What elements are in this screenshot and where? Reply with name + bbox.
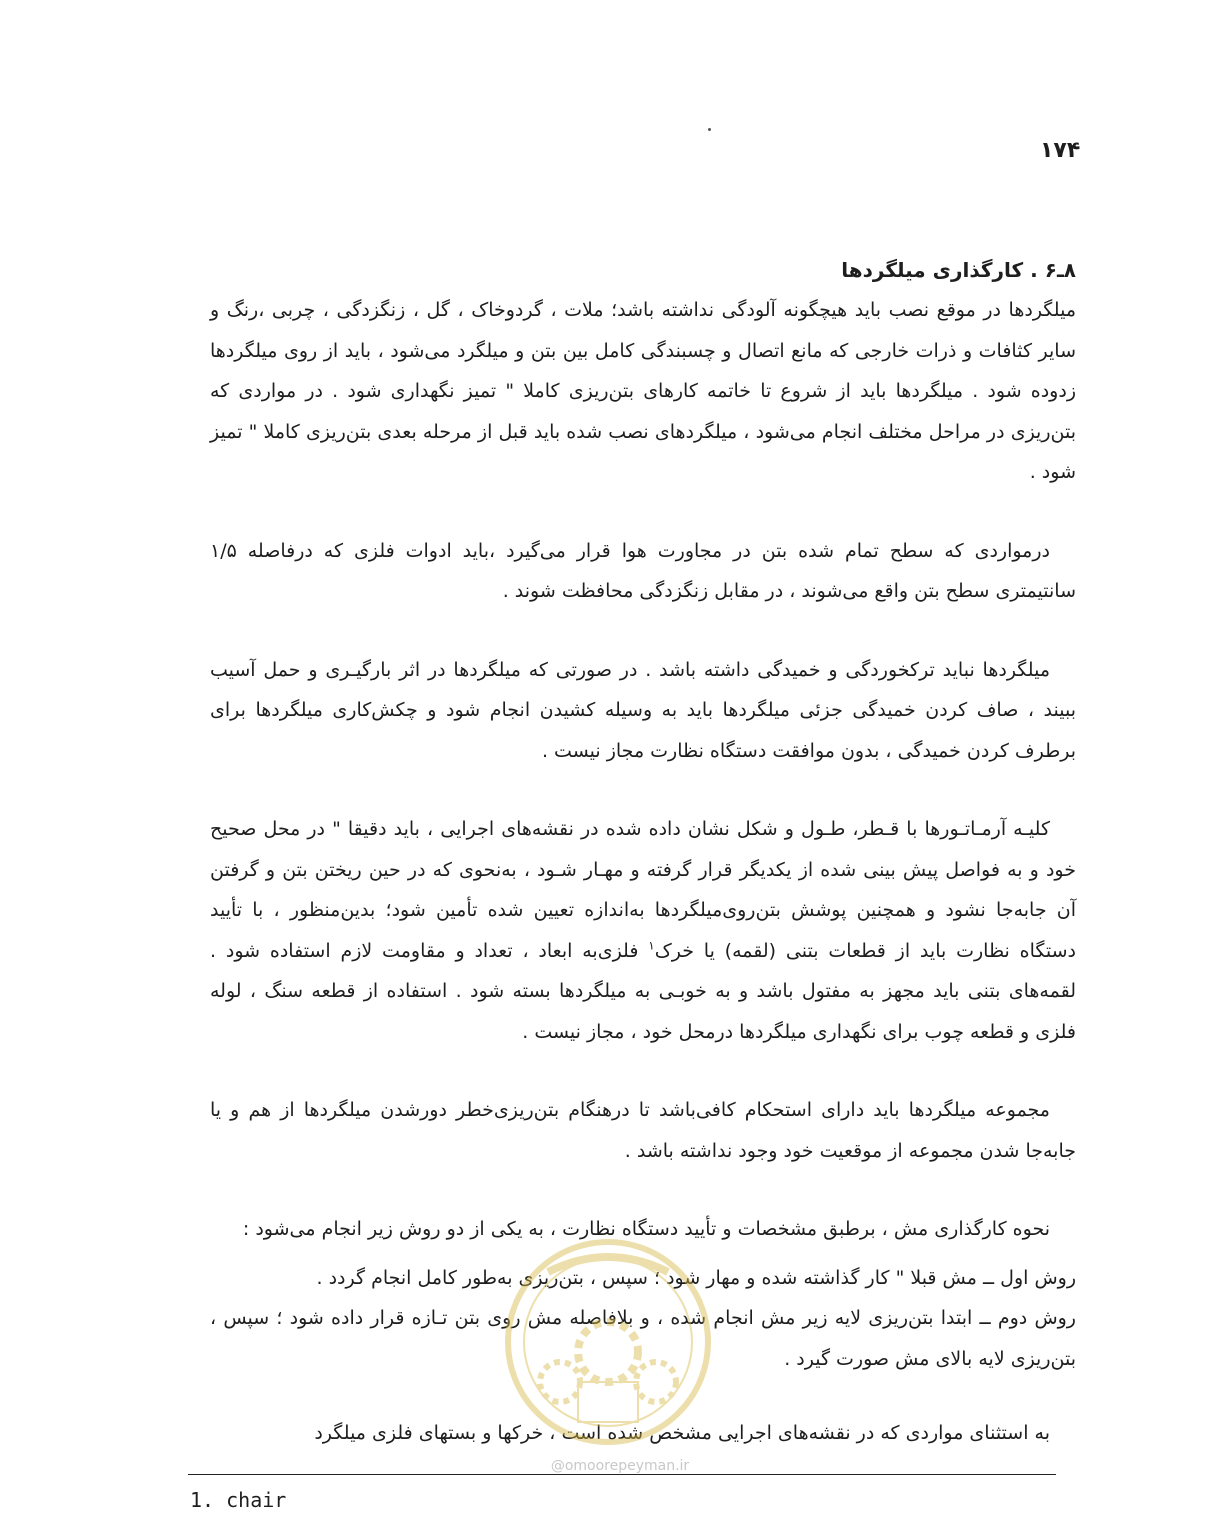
paragraph-cleanliness: میلگردها در موقع نصب باید هیچگونه آلودگی نداشته باشد؛ ملات ، گردوخاک ، گل ، زنگزدگی ، چربی ،رنگ و سایر کثافات و ذرات خارجی که مانع اتصال و چسبندگی کامل بین بتن و میلگرد می‌شود ، باید از روی میلگردها زدوده شود . میلگردها باید از شروع تا خاتمه کارهای بتن‌ریزی کاملا " تمیز نگهداری شود . در مواردی که بتن‌ریزی در مراحل مختلف انجام می‌شود ، میلگردهای نصب شده باید قبل از مرحله بعدی بتن‌ریزی کاملا " تمیز شود . [210, 299, 1076, 483]
footnote: 1. chair [190, 1488, 287, 1512]
page-number: ۱۷۴ [1040, 138, 1081, 163]
footnote-divider [188, 1474, 1056, 1475]
method-one: روش اول ــ مش قبلا " کار گذاشته شده و مهار شود ؛ سپس ، بتن‌ریزی به‌طور کامل انجام گردد . [316, 1266, 1076, 1289]
paragraph-mesh-intro: نحوه کارگذاری مش ، برطبق مشخصات و تأیید دستگاه نظارت ، به یکی از دو روش زیر انجام می‌شود : [242, 1218, 1050, 1240]
watermark-caption: @omoorepeyman.ir [520, 1458, 720, 1474]
paragraph-last-line: به استثنای مواردی که در نقشه‌های اجرایی مشخص شده است ، خرکها و بستهای فلزی میلگرد [314, 1422, 1050, 1444]
mesh-methods [210, 1258, 1076, 1380]
section-heading: ۸ـ۶ . کارگذاری میلگردها [841, 258, 1076, 282]
paragraph-armature-placement [210, 809, 1076, 1052]
paragraph-bending: میلگردها نباید ترکخوردگی و خمیدگی داشته باشد . در صورتی که میلگردها در اثر بارگیـری و حمل آسیب ببیند ، صاف کردن خمیدگی جزئی میلگردها باید به وسیله کشیدن انجام شود و چکش‌کاری میلگردها برای برطرف کردن خمیدگی ، بدون موافقت دستگاه نظارت مجاز نیست . [210, 658, 1076, 762]
method-two: روش دوم ــ ابتدا بتن‌ریزی لایه زیر مش انجام شده ، و بلافاصله مش روی بتن تـازه قرار داده شود ؛ سپس ، بتن‌ریزی لایه بالای مش صورت گیرد . [210, 1307, 1076, 1370]
armature-text-a: کلیـه آرمـاتـورها با قـطر، طـول و شکل نشان داده شده در نقشه‌های اجرایی ، باید دقیقا " در محل صحیح خود و به فواصل پیش بینی شده از یکدیگر قرار گرفته و مهـار شـود ، به‌نحوی که در حین ریختن بتن و گرفتن آن جابه‌جا نشود و همچنین پوشش بتن‌روی‌میلگردها به‌اندازه تعیین شده تأمین شود؛ بدین‌منظور ، با تأیید دستگاه نظارت باید از قطعات بتنی (لقمه) یا خرک [210, 818, 1076, 962]
page-body [210, 250, 1076, 1492]
footnote-reference: ۱ [648, 938, 655, 953]
paragraph-exposed-surface: درمواردی که سطح تمام شده بتن در مجاورت هوا قرار می‌گیرد ،باید ادوات فلزی که درفاصله ۱/۵ سانتیمتری سطح بتن واقع می‌شوند ، در مقابل زنگزدگی محافظت شوند . [210, 539, 1076, 602]
scan-speck [708, 128, 711, 131]
armature-text-b: فلزی‌به ابعاد ، تعداد و مقاومت لازم استفاده شود . لقمه‌های بتنی باید مجهز به مفتول باشد و به خوبـی به میلگردها بسته شود . استفاده از قطعه سنگ ، لوله فلزی و قطعه چوب برای نگهداری میلگردها درمحل خود ، مجاز نیست . [210, 939, 1076, 1043]
paragraph-assembly-stability: مجموعه میلگردها باید دارای استحکام کافی‌باشد تا درهنگام بتن‌ریزی‌خطر دورشدن میلگردها از هم و یا جابه‌جا شدن مجموعه از موقعیت خود وجود نداشته باشد . [210, 1099, 1076, 1162]
